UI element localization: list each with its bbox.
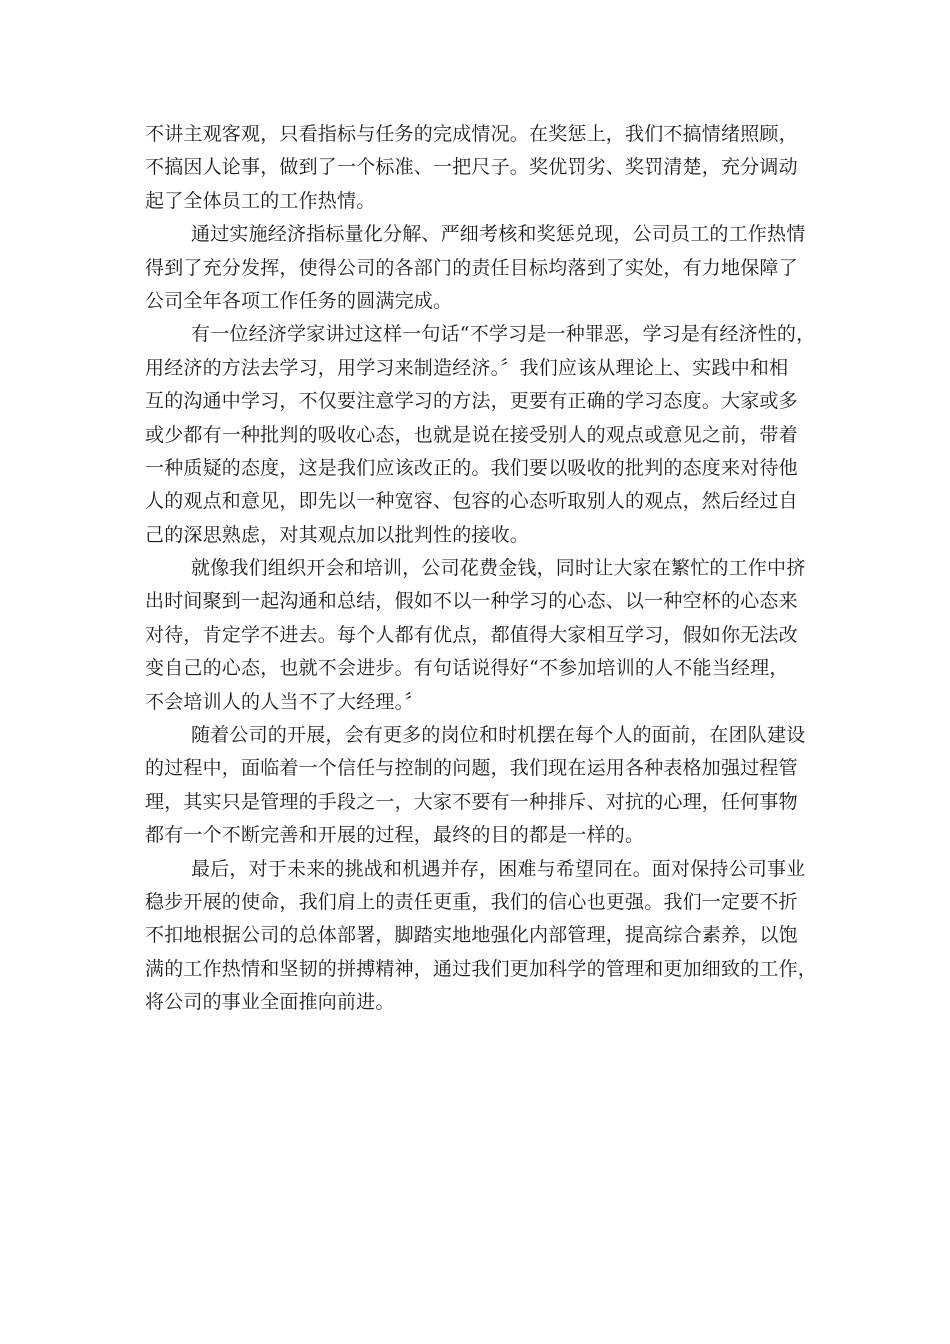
text-line: 不会培训人的人当不了大经理。〞: [145, 690, 424, 713]
document-body: [145, 118, 818, 1020]
text-line: 的过程中，面临着一个信任与控制的问题，我们现在运用各种表格加强过程管: [145, 757, 798, 780]
text-line: 不搞因人论事，做到了一个标准、一把尺子。奖优罚劣、奖罚清楚，充分调动: [145, 156, 798, 179]
text-line: 得到了充分发挥，使得公司的各部门的责任目标均落到了实处，有力地保障了: [145, 256, 798, 279]
text-line: 通过实施经济指标量化分解、严细考核和奖惩兑现，公司员工的工作热情: [191, 223, 806, 246]
text-line: 变自己的心态，也就不会进步。有句话说得好“不参加培训的人不能当经理，: [145, 657, 789, 680]
text-line: 随着公司的开展，会有更多的岗位和时机摆在每个人的面前，在团队建设: [191, 724, 806, 747]
text-line: 就像我们组织开会和培训，公司花费金钱，同时让大家在繁忙的工作中挤: [191, 557, 806, 580]
text-line: 人的观点和意见，即先以一种宽容、包容的心态听取别人的观点，然后经过自: [145, 490, 798, 513]
text-line: 将公司的事业全面推向前进。: [145, 991, 395, 1014]
text-line: 出时间聚到一起沟通和总结，假如不以一种学习的心态、以一种空杯的心态来: [145, 590, 798, 613]
text-line: 一种质疑的态度，这是我们应该改正的。我们要以吸收的批判的态度来对待他: [145, 456, 798, 479]
text-line: 用经济的方法去学习，用学习来制造经济。〞我们应该从理论上、实践中和相: [145, 356, 789, 379]
text-line: 公司全年各项工作任务的圆满完成。: [145, 289, 453, 312]
text-line: 理，其实只是管理的手段之一，大家不要有一种排斥、对抗的心理，任何事物: [145, 790, 798, 813]
text-line: 最后，对于未来的挑战和机遇并存，困难与希望同在。面对保持公司事业: [191, 857, 806, 880]
text-line: 互的沟通中学习，不仅要注意学习的方法，更要有正确的学习态度。大家或多: [145, 390, 798, 413]
text-line: 有一位经济学家讲过这样一句话“不学习是一种罪恶，学习是有经济性的，: [191, 323, 816, 346]
text-line: 满的工作热情和坚韧的拼搏精神，通过我们更加科学的管理和更加细致的工作，: [145, 957, 818, 980]
text-line: 或少都有一种批判的吸收心态，也就是说在接受别人的观点或意见之前，带着: [145, 423, 798, 446]
text-line: 起了全体员工的工作热情。: [145, 189, 376, 212]
text-line: 不扣地根据公司的总体部署，脚踏实地地强化内部管理，提高综合素养，以饱: [145, 924, 798, 947]
text-line: 不讲主观客观，只看指标与任务的完成情况。在奖惩上，我们不搞情绪照顾，: [145, 123, 798, 145]
text-line: 稳步开展的使命，我们肩上的责任更重，我们的信心也更强。我们一定要不折: [145, 890, 798, 913]
text-line: 己的深思熟虑，对其观点加以批判性的接收。: [145, 523, 530, 546]
text-line: 都有一个不断完善和开展的过程，最终的目的都是一样的。: [145, 824, 645, 847]
text-line: 对待，肯定学不进去。每个人都有优点，都值得大家相互学习，假如你无法改: [145, 623, 798, 646]
